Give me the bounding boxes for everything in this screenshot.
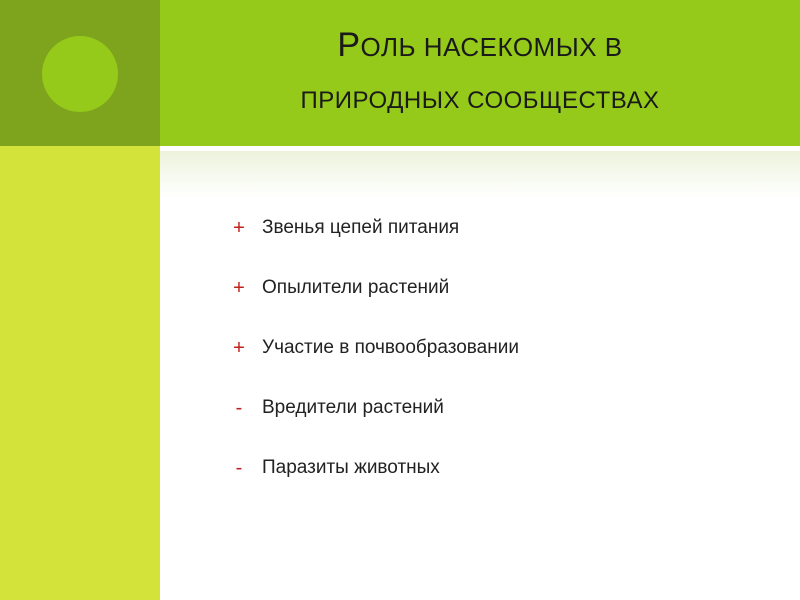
title-line-1-rest: ОЛЬ НАСЕКОМЫХ В — [360, 32, 623, 62]
list-item — [216, 390, 519, 450]
title-line-1 — [160, 20, 800, 72]
plus-icon: + — [233, 277, 245, 299]
list-item — [216, 210, 519, 270]
decorative-circle-icon — [42, 36, 118, 112]
list-item — [216, 270, 519, 330]
left-band — [0, 146, 160, 600]
title-line-2: ПРИРОДНЫХ СООБЩЕСТВАХ — [300, 87, 660, 114]
list-item — [216, 330, 519, 390]
corner-block — [0, 0, 160, 146]
plus-icon: + — [233, 217, 245, 239]
plus-icon: + — [233, 337, 245, 359]
bullet-text: Вредители растений — [262, 397, 444, 418]
bullet-text: Опылители растений — [262, 277, 450, 298]
bullet-text: Паразиты животных — [262, 457, 440, 478]
title-first-letter: Р — [337, 26, 361, 64]
bullet-list — [216, 210, 519, 510]
minus-icon: - — [235, 457, 243, 479]
bullet-text: Звенья цепей питания — [262, 217, 460, 238]
list-item — [216, 450, 519, 510]
header-fade — [160, 151, 800, 197]
bullet-text: Участие в почвообразовании — [262, 337, 519, 358]
slide-title — [160, 20, 800, 130]
minus-icon: - — [235, 397, 243, 419]
